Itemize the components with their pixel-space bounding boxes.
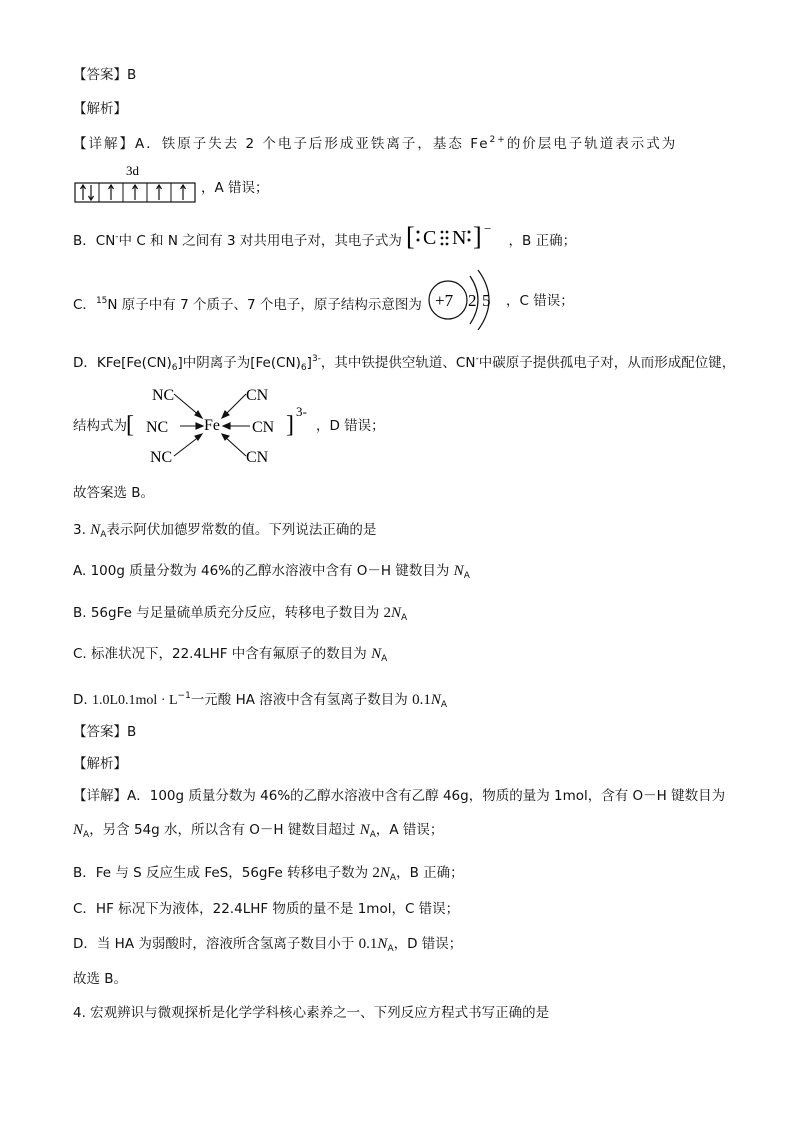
conclusion-q2: 故答案选 B。 <box>73 485 155 501</box>
svg-text:CN: CN <box>246 449 269 466</box>
ans3-line-d: D．当 HA 为弱酸时，溶液所含氢离子数目小于 $0.1N_A$，D 错误； <box>73 936 463 954</box>
svg-text:[: [ <box>406 222 415 251</box>
detail-line-c-end: ，C 错误； <box>506 293 574 309</box>
orbital-diagram-row: 3d ，A 错误； <box>74 160 198 204</box>
detail-line-d-end: ，D 错误； <box>316 418 385 434</box>
svg-text:N: N <box>452 227 467 249</box>
detail-line-a: 【详解】A．铁原子失去 2 个电子后形成亚铁离子，基态 $Fe^{2+}$的价层电子轨道表示式为 <box>73 135 678 152</box>
svg-text:NC: NC <box>150 449 173 466</box>
nitrogen-atom-diagram <box>426 268 504 330</box>
option-d: D. $1.0L0.1mol \cdot L^{-1}$一元酸 HA 溶液中含有氢离子数目为 $0.1N_A$ <box>73 691 448 710</box>
ans3-line-a2: $N_A$，另含 54g 水，所以含有 O－H 键数目超过 $N_A$，A 错误； <box>73 822 444 840</box>
question-3-stem: 3. $N_A$表示阿伏加德罗常数的值。下列说法正确的是 <box>73 522 377 540</box>
svg-text:]: ] <box>286 412 294 438</box>
question-4-stem: 4. 宏观辨识与微观探析是化学学科核心素养之一、下列反应方程式书写正确的是 <box>73 1005 550 1021</box>
svg-text:[: [ <box>126 412 134 438</box>
svg-text:NC: NC <box>146 419 169 436</box>
svg-text:5: 5 <box>482 291 491 310</box>
orbital-label: 3d <box>126 163 139 178</box>
svg-text:C: C <box>423 227 437 249</box>
svg-text:]: ] <box>473 222 482 251</box>
detail-line-c: C．$^{15}$N 原子中有 7 个质子、7 个电子，原子结构示意图为 <box>73 296 422 313</box>
svg-text:+7: +7 <box>435 291 454 310</box>
detail-line-b: B．CN-中 C 和 N 之间有 3 对共用电子对，其电子式为 [ C N ] − ，B 正确； <box>73 222 577 251</box>
svg-text:3-: 3- <box>296 404 307 419</box>
svg-text:CN: CN <box>246 387 269 404</box>
ferrocyanide-structure <box>124 380 324 470</box>
detail-line-d: D．$KFe[Fe(CN)_6]$中阴离子为$[Fe(CN)_6]^{3-}$，其中铁提供空轨道、CN-中碳原子提供孤电子对，从而形成配位键， <box>73 354 736 373</box>
orbital-diagram <box>74 160 198 204</box>
svg-text:Fe: Fe <box>204 417 220 434</box>
svg-text:CN: CN <box>252 419 275 436</box>
answer-label: 【答案】B <box>73 67 137 83</box>
option-a: A. 100g 质量分数为 46%的乙醇水溶液中含有 O－H 键数目为 $N_A$ <box>73 563 470 581</box>
answer-label-q3: 【答案】B <box>73 724 137 740</box>
conclusion-q3: 故选 B。 <box>73 971 128 987</box>
option-b: B. 56gFe 与足量硫单质充分反应，转移电子数目为 $2N_A$ <box>73 605 408 623</box>
struct-lead: 结构式为 <box>73 418 127 434</box>
ans3-line-a1: 【详解】A．100g 质量分数为 46%的乙醇水溶液中含有乙醇 46g，物质的量为 1mol，含有 O－H 键数目为 <box>73 788 726 804</box>
svg-text:−: − <box>484 222 492 236</box>
analysis-label-q3: 【解析】 <box>73 756 127 772</box>
svg-text:NC: NC <box>152 387 175 404</box>
cyanide-electron-formula <box>406 222 504 252</box>
ans3-line-b: B．Fe 与 S 反应生成 FeS，56gFe 转移电子数为 $2N_A$，B 正确； <box>73 865 464 883</box>
ans3-line-c: C．HF 标况下为液体，22.4LHF 物质的量不是 1mol，C 错误； <box>73 901 460 917</box>
analysis-label: 【解析】 <box>73 101 127 117</box>
option-c: C. 标准状况下，22.4LHF 中含有氟原子的数目为 $N_A$ <box>73 646 388 664</box>
svg-text:2: 2 <box>468 291 477 310</box>
